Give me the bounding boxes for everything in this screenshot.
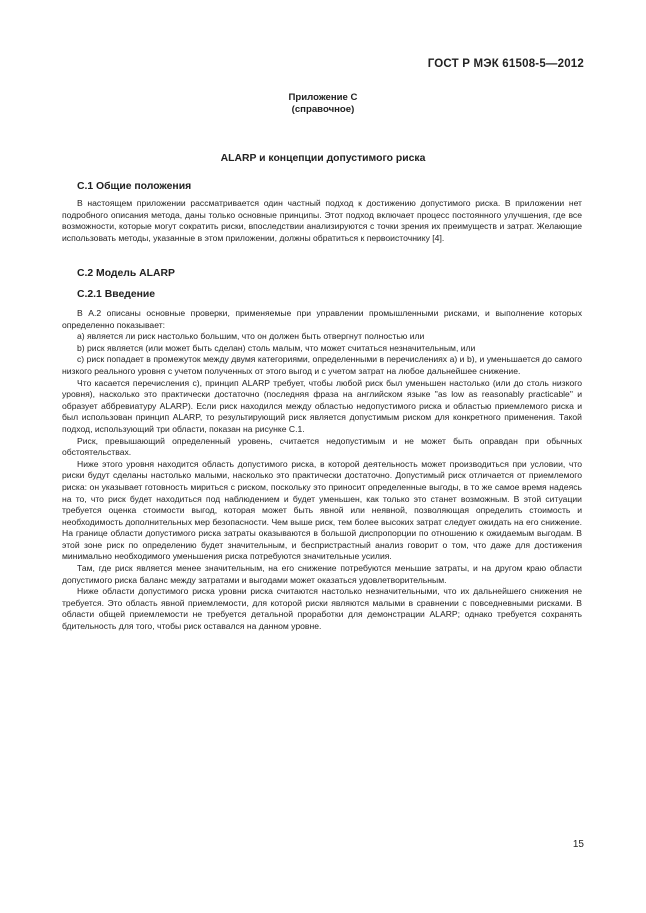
section-heading-c2: С.2 Модель ALARP — [77, 268, 175, 279]
paragraph: Что касается перечисления с), принцип ALARP требует, чтобы любой риск был уменьшен настолько (или до столь низкого уровня), насколько это практически достаточно (последняя фраза на английском языке "as low as reasonably practicable" и образует аббревиатуру ALARP). Если риск находился между областью недопустимого риска и областью приемлемого риска и был использован принцип ALARP, то результирующий риск является допустимым риском для конкретного применения. Такой подход, использующий три области, показан на рисунке С.1. — [62, 377, 582, 434]
appendix-title: Приложение С — [288, 92, 358, 103]
standard-header: ГОСТ Р МЭК 61508-5—2012 — [427, 58, 584, 70]
page-number: 15 — [572, 839, 584, 850]
section-heading-c1: С.1 Общие положения — [77, 181, 192, 192]
list-item-a: а) является ли риск настолько большим, что он должен быть отвергнут полностью или — [77, 331, 425, 342]
section-c1-body — [62, 198, 582, 244]
paragraph: В настоящем приложении рассматривается один частный подход к достижению допустимого риска. В приложении нет подробного описания метода, даны только основные принципы. Этот подход включает процесс постоянного улучшения, где все возможности, которые могут сократить риски, впоследствии анализируются с точки зрения их преимуществ и затрат. Желающие использовать методы, указанные в этом приложении, должны обратиться к первоисточнику [4]. — [62, 198, 582, 243]
document-title: ALARP и концепции допустимого риска — [220, 153, 426, 164]
section-heading-c21: С.2.1 Введение — [77, 289, 156, 300]
appendix-subtitle: (справочное) — [291, 104, 355, 115]
list-item-b: b) риск является (или может быть сделан) столь малым, что может считаться незначительным, или — [77, 342, 476, 353]
paragraph: Ниже этого уровня находится область допустимого риска, в которой деятельность может производиться при условии, что риски будут сделаны настолько малыми, насколько это практически достаточно. Допустимый риск отличается от приемлемого риска: он указывает готовность мириться с риском, поскольку это приносит определенные выгоды, в то же самое время надеясь на то, что риск будет находиться под наблюдением и будет уменьшен, как только это станет возможным. В этой ситуации требуется оценка стоимости выгод, которая может быть явной или неявной, позволяющая определить стоимость и необходимость дополнительных мер безопасности. Чем выше риск, тем более высоких затрат следует ожидать на его снижение. На границе области допустимого риска затраты оказываются в большой диспропорции по отношению к ожидаемым выгодам. В этой зоне риск по определению будет значительным, и беспристрастный анализ говорит о том, что даже для достижения минимально необходимого уменьшения риска потребуются значительные усилия. — [62, 458, 582, 562]
paragraph: Там, где риск является менее значительным, на его снижение потребуются меньшие затраты, и на другом краю области допустимого риска баланс между затратами и выгодами может оказаться удовлетворительным. — [62, 563, 582, 585]
section-c21-body — [62, 308, 582, 633]
paragraph: Риск, превышающий определенный уровень, считается недопустимым и не может быть оправдан при обычных обстоятельствах. — [62, 435, 582, 458]
paragraph: В А.2 описаны основные проверки, применяемые при управлении промышленными рисками, и выполнение которых определенно показывает: — [62, 308, 582, 330]
paragraph: Ниже области допустимого риска уровни риска считаются настолько незначительными, что их дальнейшего снижения не требуется. Это область явной приемлемости, для которой риски являются малыми в сравнении с повседневными рисками. В области общей приемлемости не требуется детальной проработки для демонстрации ALARP; однако требуется сохранять бдительность для того, чтобы риск оставался на данном уровне. — [62, 586, 582, 632]
list-item-c: с) риск попадает в промежуток между двумя категориями, определенными в перечислениях а) и b), и уменьшается до самого низкого реального уровня с учетом полученных от этого выгод и с учетом затрат на любое дальнейшее снижение. — [62, 354, 582, 376]
